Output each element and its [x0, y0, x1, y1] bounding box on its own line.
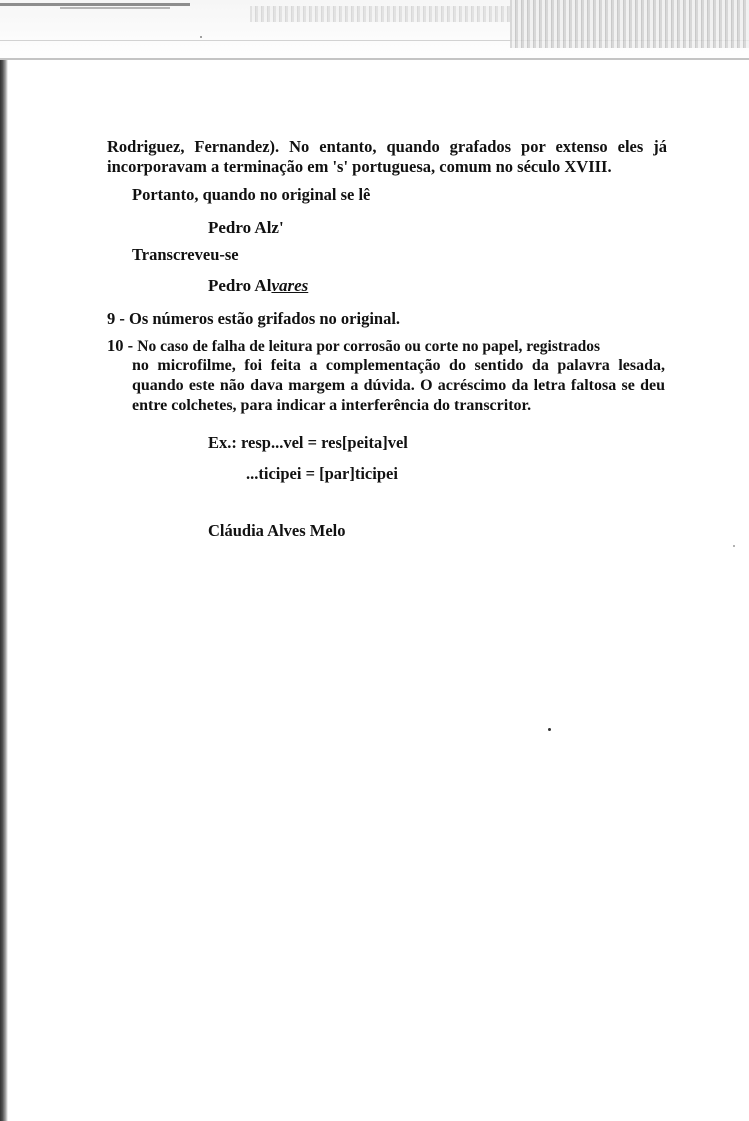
signature: Cláudia Alves Melo	[208, 521, 346, 540]
transcreveu-line: Transcreveu-se	[132, 245, 239, 264]
example-line-2: ...ticipei = [par]ticipei	[246, 464, 398, 483]
item-10-first-line	[107, 336, 600, 357]
example-original-name: Pedro Alz'	[208, 218, 284, 237]
item-10-number: 10 -	[107, 336, 134, 355]
item-9-number: 9 -	[107, 309, 125, 328]
example-line-1: Ex.: resp...vel = res[peita]vel	[208, 433, 408, 452]
example-transcribed-name	[208, 276, 308, 296]
item-9-text: Os números estão grifados no original.	[129, 309, 401, 328]
item-9	[107, 309, 400, 329]
intro-paragraph: Rodriguez, Fernandez). No entanto, quando grafados por extenso eles já incorporavam a terminação em 's' portuguesa, comum no século XVIII.	[107, 137, 667, 176]
example-transcribed-italic: vares	[271, 276, 309, 295]
item-10-first-text: No caso de falha de leitura por corrosão ou corte no papel, registrados	[137, 338, 601, 355]
item-10-continuation: no microfilme, foi feita a complementação do sentido da palavra lesada, quando este não dava margem a dúvida. O acréscimo da letra faltosa se deu entre colchetes, para indicar a interferência do transcritor.	[132, 357, 665, 414]
example-transcribed-prefix: Pedro Al	[208, 276, 272, 295]
portanto-line: Portanto, quando no original se lê	[132, 185, 371, 204]
